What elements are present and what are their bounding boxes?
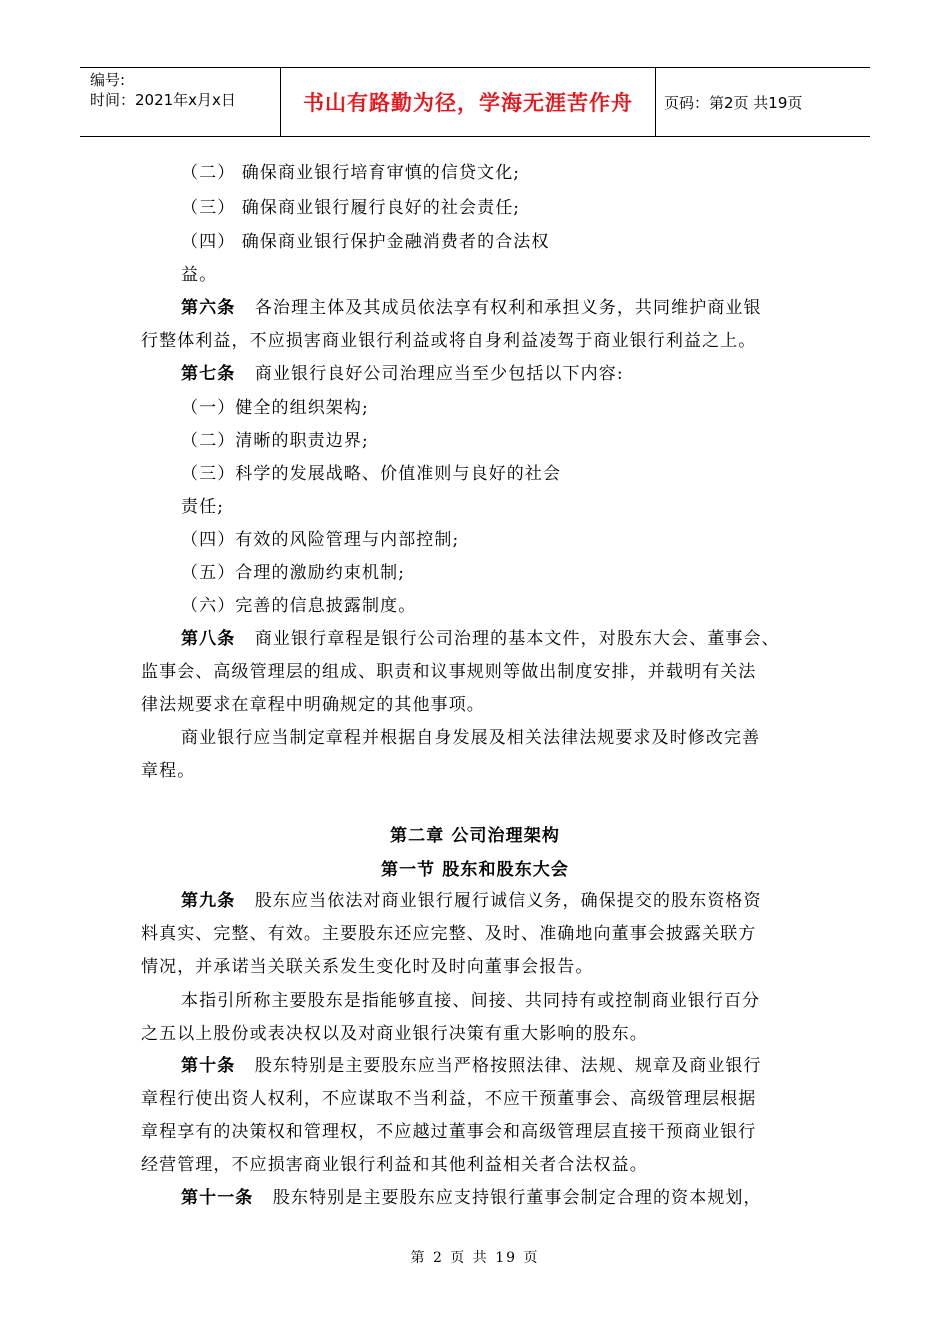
text-line: 之五以上股份或表决权以及对商业银行决策有重大影响的股东。 [141, 1024, 648, 1044]
article-label: 第六条 [181, 298, 236, 318]
text-line: （三） 确保商业银行履行良好的社会责任; [181, 198, 521, 218]
text-line: 商业银行应当制定章程并根据自身发展及相关法律法规要求及时修改完善 [181, 728, 761, 748]
header-number-label: 编号: [90, 71, 126, 89]
text-line: 股东特别是主要股东应当严格按照法律、法规、规章及商业银行 [254, 1056, 762, 1076]
article-label: 第十一条 [181, 1188, 254, 1208]
text-line: 责任; [181, 497, 225, 517]
article-11-line [181, 1183, 762, 1208]
header-page-info: 页码：第2页 共19页 [664, 93, 803, 112]
text-line: 行整体利益，不应损害商业银行利益或将自身利益凌驾于商业银行利益之上。 [141, 331, 757, 351]
article-8-line [181, 624, 780, 649]
article-7-line [181, 359, 624, 384]
text-line: （六）完善的信息披露制度。 [181, 596, 417, 616]
article-label: 第八条 [181, 629, 236, 649]
article-label: 第七条 [181, 364, 236, 384]
text-line: （四）有效的风险管理与内部控制; [181, 530, 460, 550]
article-6-line [181, 293, 762, 318]
text-line: （二） 确保商业银行培育审慎的信贷文化; [181, 163, 521, 183]
article-label: 第九条 [181, 891, 236, 911]
text-line: 经营管理，不应损害商业银行利益和其他利益相关者合法权益。 [141, 1155, 648, 1175]
article-10-line [181, 1051, 762, 1076]
page-footer: 第 2 页 共 19 页 [410, 1250, 540, 1266]
text-line: 律法规要求在章程中明确规定的其他事项。 [141, 695, 485, 715]
text-line: （二）清晰的职责边界; [181, 431, 369, 451]
text-line: 监事会、高级管理层的组成、职责和议事规则等做出制度安排，并载明有关法 [141, 662, 757, 682]
chapter-title: 第二章 公司治理架构 [390, 826, 560, 846]
article-label: 第十条 [181, 1056, 236, 1076]
article-9-line [181, 886, 762, 911]
text-line: 各治理主体及其成员依法享有权利和承担义务，共同维护商业银 [254, 298, 762, 318]
text-line: 股东特别是主要股东应支持银行董事会制定合理的资本规划， [272, 1188, 762, 1208]
section-title: 第一节 股东和股东大会 [380, 860, 570, 880]
text-line: （五）合理的激励约束机制; [181, 563, 406, 583]
text-line: 本指引所称主要股东是指能够直接、间接、共同持有或控制商业银行百分 [181, 991, 761, 1011]
page-header [80, 67, 870, 137]
text-line: 商业银行良好公司治理应当至少包括以下内容: [254, 364, 624, 384]
header-time-label: 时间：2021年x月x日 [90, 91, 236, 109]
text-line: 情况，并承诺当关联关系发生变化时及时向董事会报告。 [141, 957, 594, 977]
text-line: 章程行使出资人权利，不应谋取不当利益，不应干预董事会、高级管理层根据 [141, 1089, 757, 1109]
text-line: 章程。 [141, 761, 196, 781]
header-meta [80, 68, 280, 136]
text-line: （三）科学的发展战略、价值准则与良好的社会 [181, 464, 562, 484]
text-line: （四） 确保商业银行保护金融消费者的合法权 [181, 232, 550, 252]
text-line: 益。 [181, 265, 218, 285]
text-line: 股东应当依法对商业银行履行诚信义务，确保提交的股东资格资 [254, 891, 762, 911]
text-line: 料真实、完整、有效。主要股东还应完整、及时、准确地向董事会披露关联方 [141, 924, 757, 944]
text-line: 章程享有的决策权和管理权，不应越过董事会和高级管理层直接干预商业银行 [141, 1122, 757, 1142]
text-line: 商业银行章程是银行公司治理的基本文件，对股东大会、董事会、 [254, 629, 780, 649]
header-motto: 书山有路勤为径，学海无涯苦作舟 [280, 68, 656, 136]
text-line: （一）健全的组织架构; [181, 398, 369, 418]
